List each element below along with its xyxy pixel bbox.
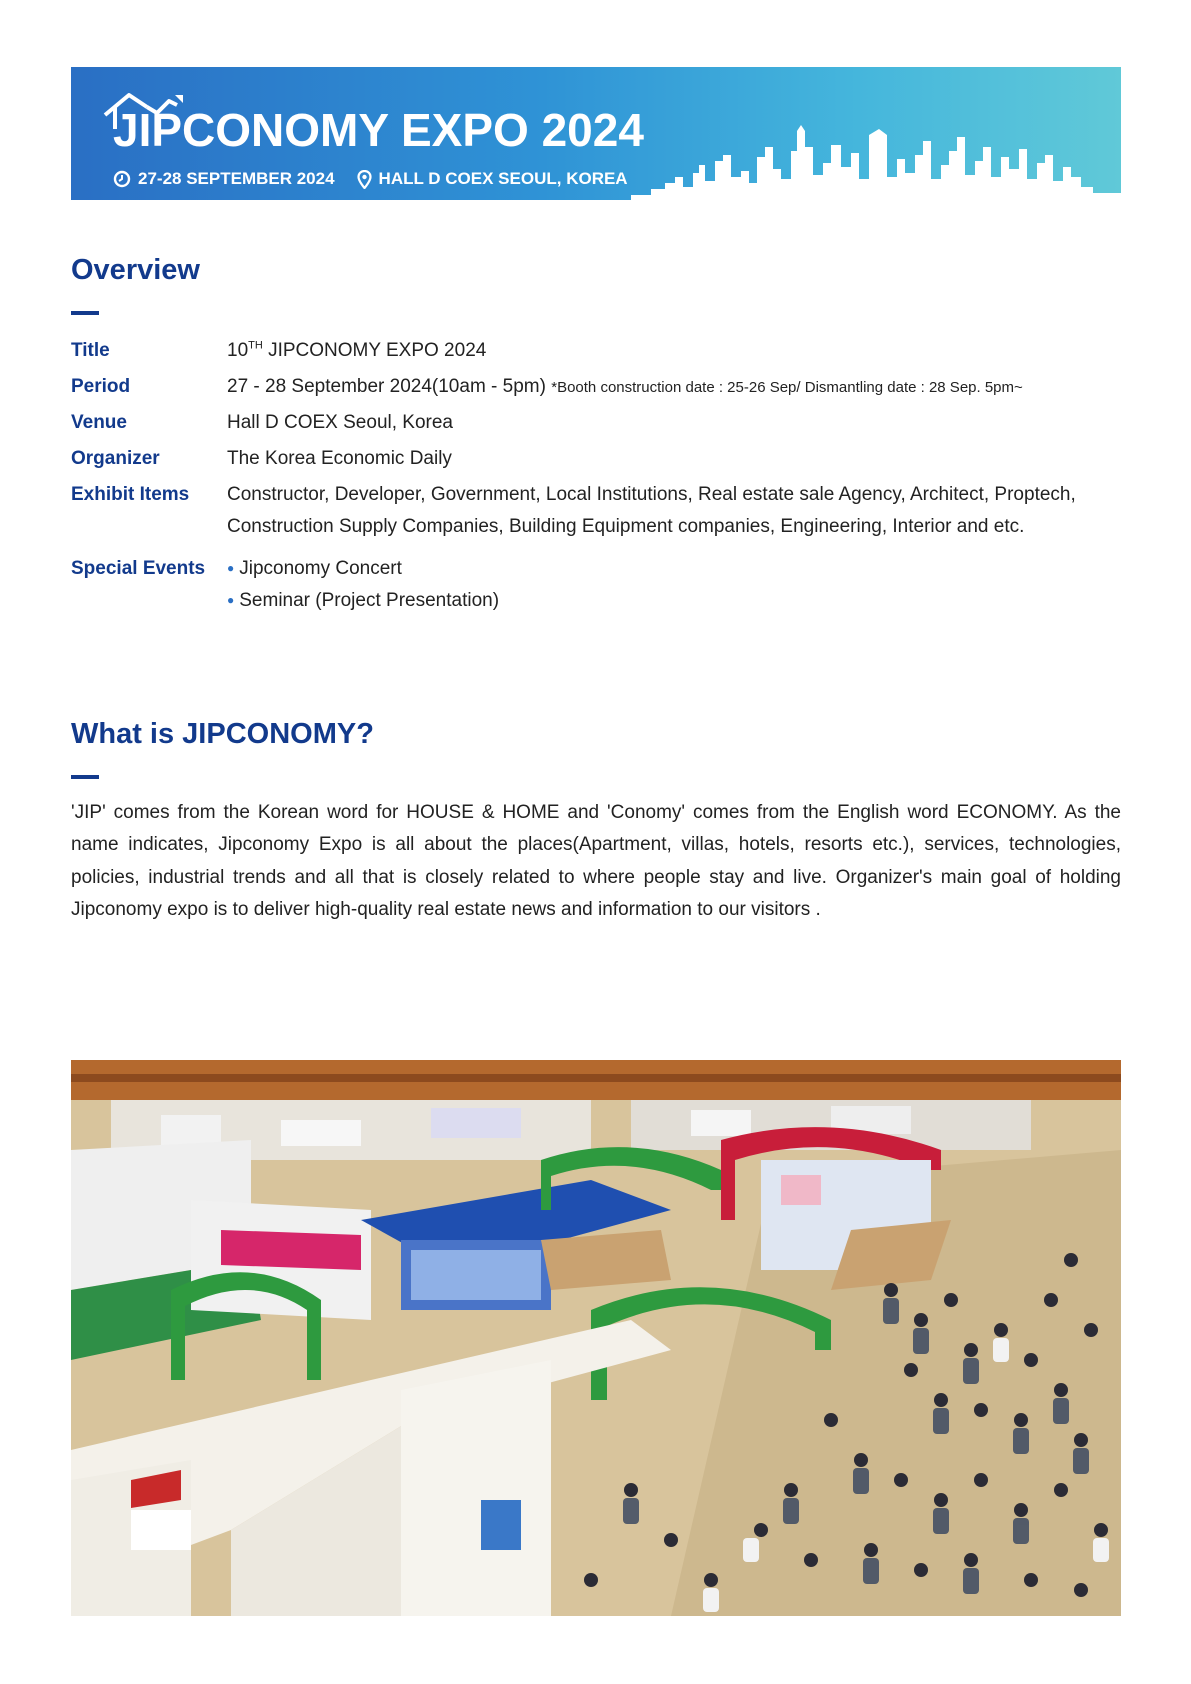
title-superscript: TH <box>248 339 263 352</box>
special-event-item: ● Seminar (Project Presentation) <box>227 590 500 611</box>
overview-rule <box>71 311 99 315</box>
special-event-text: Jipconomy Concert <box>239 558 402 579</box>
banner-title: JIPCONOMY EXPO 2024 <box>113 104 644 156</box>
special-events-label: Special Events <box>71 558 206 579</box>
overview-heading: Overview <box>71 254 200 286</box>
exhibit-items-line-2: Construction Supply Companies, Building Equipment companies, Engineering, Interior and etc. <box>227 516 1025 537</box>
venue-label: Venue <box>71 412 127 433</box>
organizer-value: The Korea Economic Daily <box>227 448 452 469</box>
period-text: 27 - 28 September 2024(10am - 5pm) <box>227 376 552 397</box>
about-paragraph: 'JIP' comes from the Korean word for HOUSE & HOME and 'Conomy' comes from the English word ECONOMY. As the name indicates, Jipconomy Expo is all about the places(Apartment, villas, hotels, resorts etc.), services, technologies, policies, industrial trends and all that is closely related to where people stay and live. Organizer's main goal of holding Jipconomy expo is to deliver high-quality real estate news and information to our visitors . <box>71 802 1121 921</box>
banner-date: 27-28 SEPTEMBER 2024 <box>138 169 335 188</box>
title-text: JIPCONOMY EXPO 2024 <box>262 340 487 361</box>
period-value <box>227 376 1023 398</box>
venue-value: Hall D COEX Seoul, Korea <box>227 412 453 433</box>
banner-venue: HALL D COEX SEOUL, KOREA <box>378 169 628 188</box>
title-prefix: 10 <box>227 340 249 361</box>
expo-hall-photo <box>71 1060 1121 1616</box>
location-pin-icon <box>357 170 372 189</box>
special-event-item: ● Jipconomy Concert <box>227 558 402 579</box>
special-event-text: Seminar (Project Presentation) <box>239 590 500 611</box>
period-note: *Booth construction date : 25-26 Sep/ Dismantling date : 28 Sep. 5pm~ <box>551 379 1023 396</box>
header-banner <box>71 67 1121 200</box>
about-heading: What is JIPCONOMY? <box>71 718 374 750</box>
about-rule <box>71 775 99 779</box>
period-label: Period <box>71 376 131 397</box>
banner-meta <box>113 169 628 189</box>
exhibit-items-label: Exhibit Items <box>71 484 190 505</box>
exhibit-items-line-1: Constructor, Developer, Government, Local Institutions, Real estate sale Agency, Architect, Proptech, <box>227 484 1076 505</box>
city-skyline-graphic <box>631 117 1121 200</box>
organizer-label: Organizer <box>71 448 160 469</box>
title-label: Title <box>71 340 110 361</box>
clock-icon <box>113 170 131 188</box>
title-value <box>227 340 486 362</box>
